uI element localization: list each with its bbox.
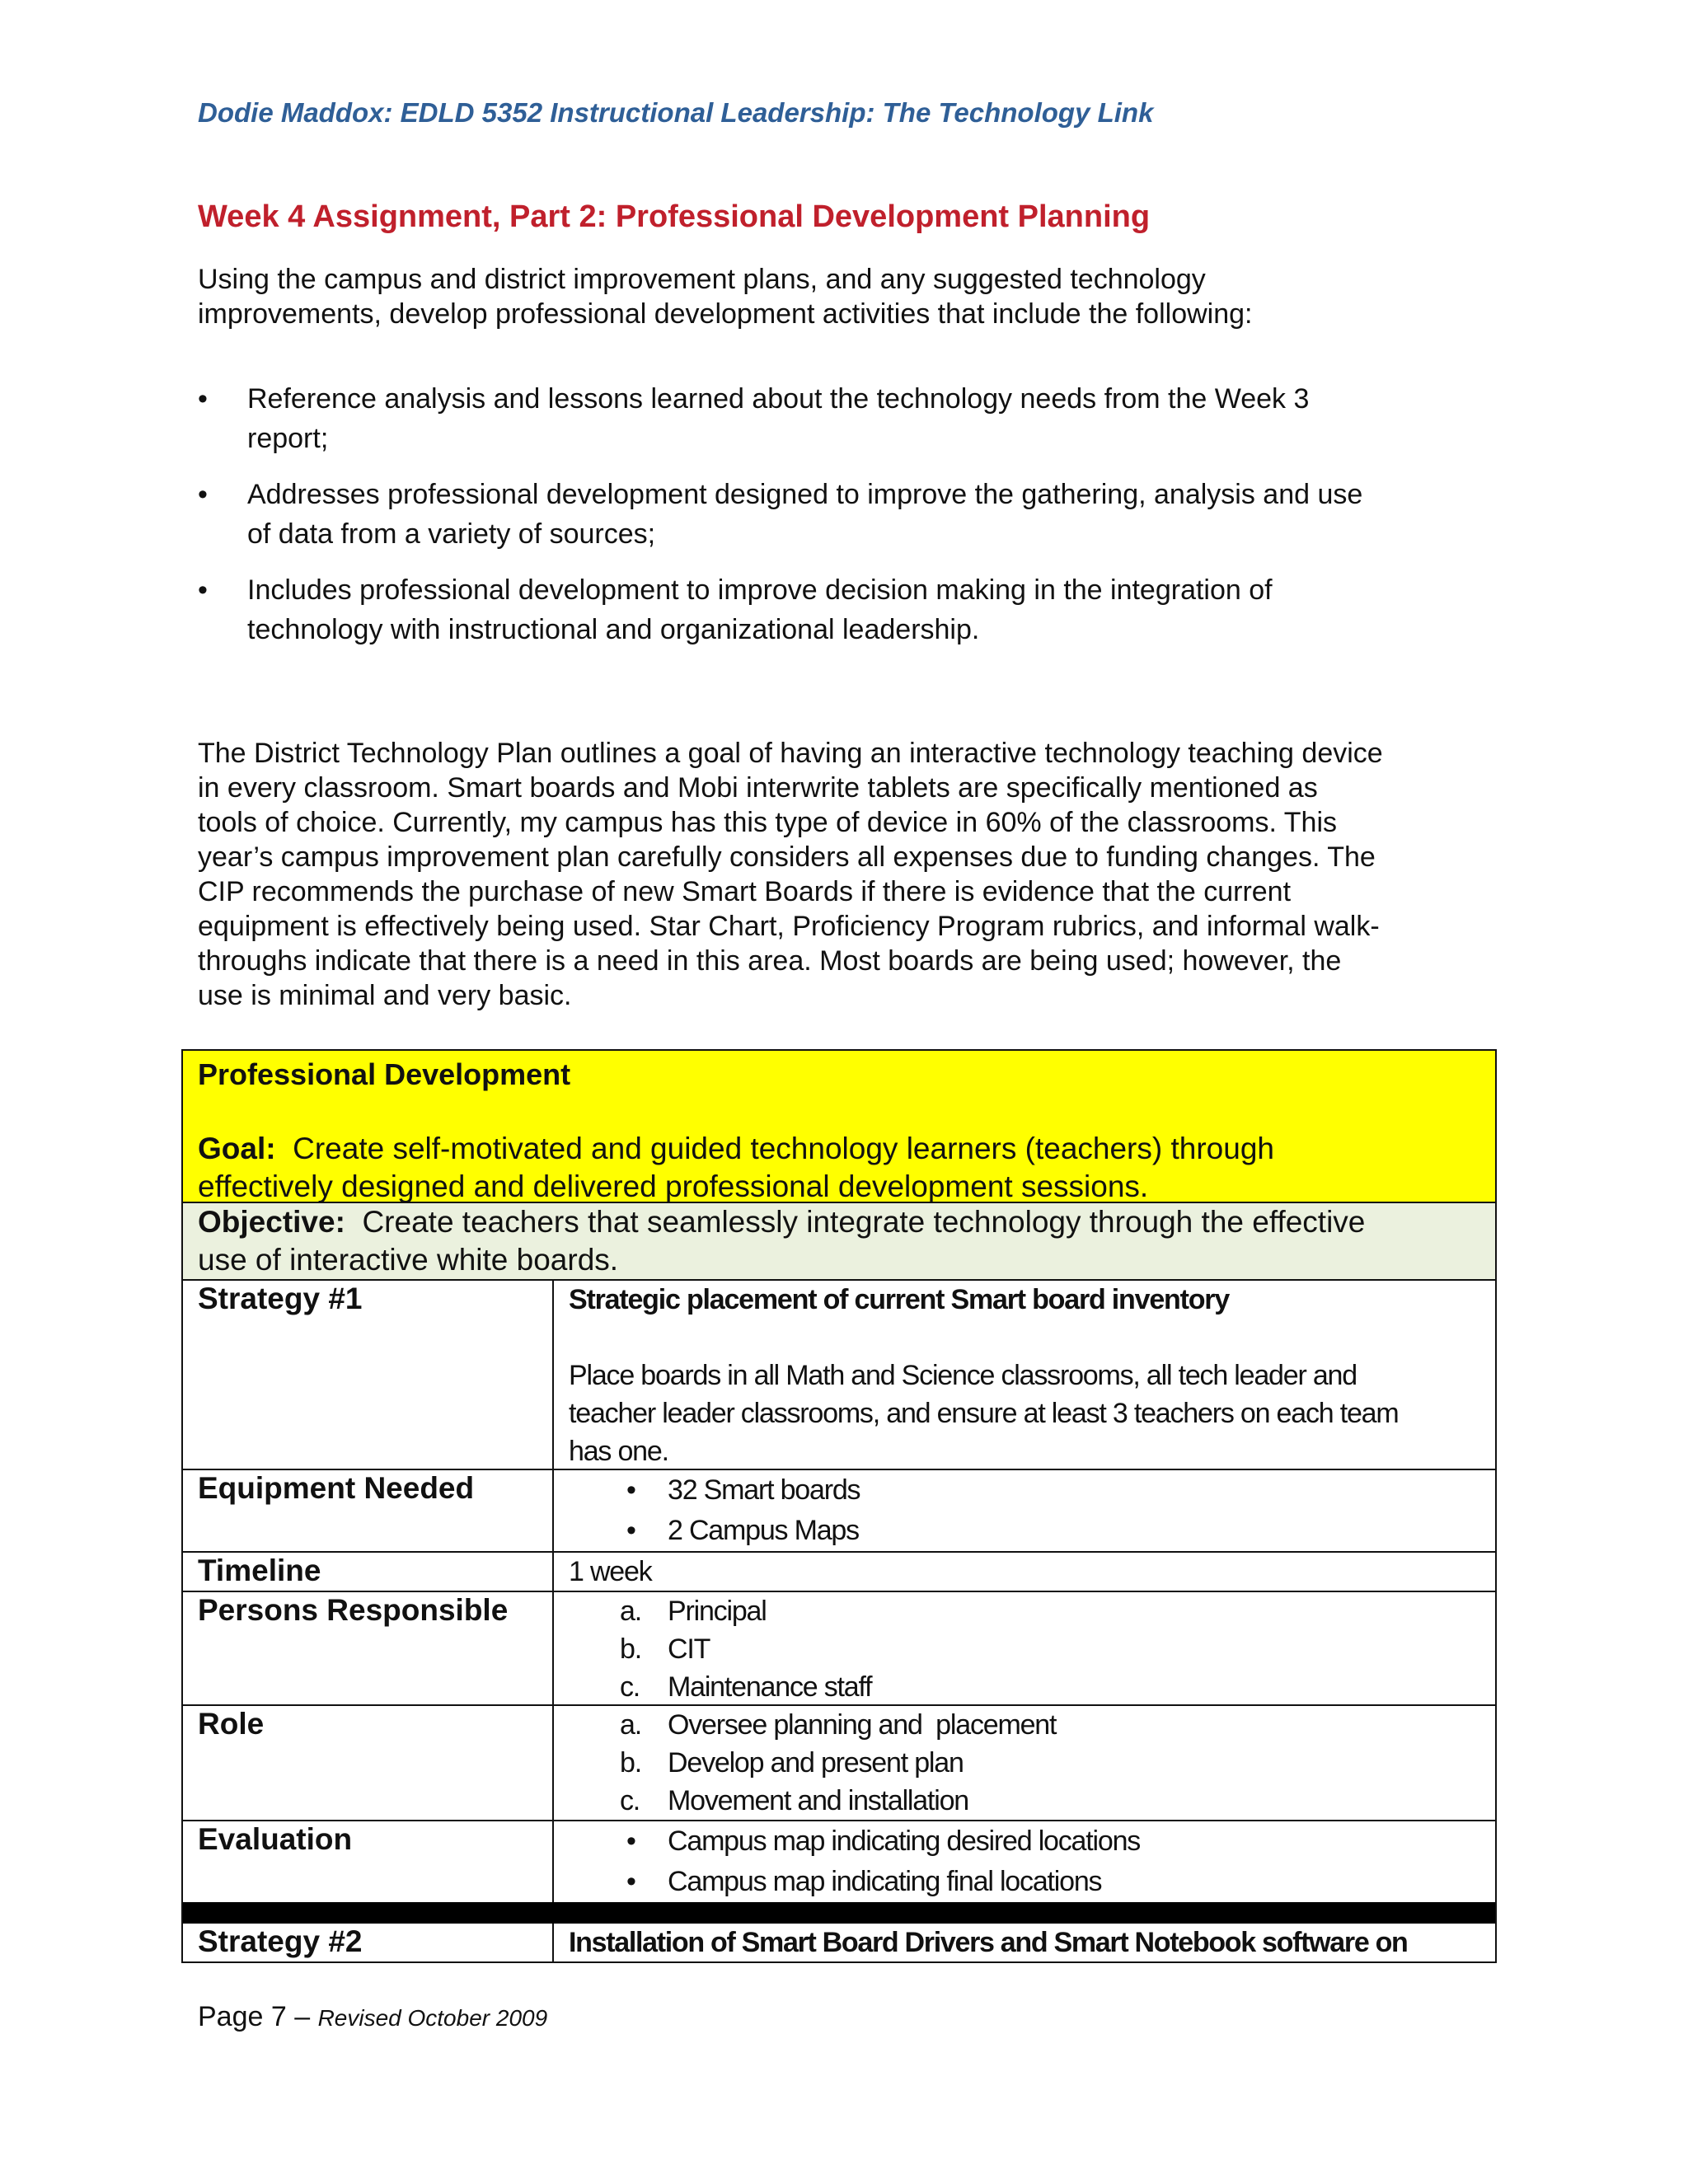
bullet-icon: •	[198, 479, 208, 510]
list-item: • Addresses professional development designed to improve the gathering, analysis and use of data from a variety of sources;	[198, 475, 1517, 554]
assignment-title: Week 4 Assignment, Part 2: Professional Development Planning	[198, 199, 1151, 234]
objective-row	[183, 1202, 1495, 1279]
list-item: a. Oversee planning and placement	[620, 1709, 1057, 1741]
row-label: Strategy #2	[183, 1924, 554, 1961]
list-item: b. CIT	[620, 1633, 710, 1665]
row-label: Evaluation	[183, 1821, 554, 1902]
list-item: • Campus map indicating final locations	[569, 1862, 1480, 1902]
row-label: Timeline	[183, 1553, 554, 1591]
persons-list	[569, 1592, 1480, 1706]
bullet-icon: •	[626, 1825, 635, 1857]
row-label: Equipment Needed	[183, 1470, 554, 1551]
evaluation-list	[569, 1821, 1480, 1902]
row-label: Strategy #1	[183, 1281, 554, 1469]
objective-label: Objective:	[198, 1205, 345, 1239]
table-row-timeline	[183, 1551, 1495, 1591]
table-row-persons	[183, 1591, 1495, 1704]
requirements-list	[198, 379, 1517, 666]
objective-text: Objective: Create teachers that seamlessly integrate technology through the effective use of interactive white boards.	[198, 1205, 1366, 1277]
list-item: a. Principal	[620, 1596, 767, 1627]
intro-line: Using the campus and district improvement plans, and any suggested technology	[198, 264, 1206, 295]
goal-text: Goal: Create self-motivated and guided technology learners (teachers) through effectively designed and delivered professional development sessions.	[198, 1132, 1274, 1203]
list-item: c. Maintenance staff	[620, 1671, 872, 1703]
table-row-equipment	[183, 1469, 1495, 1551]
role-list	[569, 1706, 1480, 1820]
list-item: • Includes professional development to improve decision making in the integration of technology with instructional and organizational leadership.	[198, 570, 1517, 649]
list-item: • 32 Smart boards	[569, 1470, 1480, 1511]
district-plan-paragraph: The District Technology Plan outlines a goal of having an interactive technology teaching device in every classroom. Smart boards and Mobi interwrite tablets are specifically mentioned as tools of choice. Currently, my campus has this type of device in 60% of the classrooms. This year’s campus improvement plan carefully considers all expenses due to funding changes. The CIP recommends the purchase of new Smart Boards if there is evidence that the current equipment is effectively being used. Star Chart, Proficiency Program rubrics, and informal walk- throughs indicate that there is a need in this area. Most boards are being used; however, the use is minimal and very basic.	[198, 738, 1383, 1011]
intro-paragraph	[198, 262, 1517, 331]
equipment-list	[569, 1470, 1480, 1551]
page-number: Page 7 –	[198, 2001, 318, 2032]
table-row-strategy-2	[183, 1924, 1495, 1961]
intro-line: improvements, develop professional development activities that include the following:	[198, 298, 1253, 330]
objective-cell	[183, 1203, 1495, 1279]
goal-label: Goal:	[198, 1132, 276, 1165]
bullet-icon: •	[198, 383, 208, 415]
bullet-icon: •	[626, 1866, 635, 1897]
table-row-evaluation	[183, 1820, 1495, 1902]
professional-development-table	[181, 1049, 1497, 1963]
revision-note: Revised October 2009	[317, 2005, 548, 2031]
table-row-strategy-1	[183, 1279, 1495, 1469]
strategy-2-title: Installation of Smart Board Drivers and Smart Notebook software on	[569, 1927, 1408, 1958]
strategy-1-content: Strategic placement of current Smart board inventory Place boards in all Math and Science classrooms, all tech leader and teacher leader classrooms, and ensure at least 3 teachers on each team has one.	[554, 1281, 1495, 1469]
list-item: • 2 Campus Maps	[569, 1511, 1480, 1551]
bullet-icon: •	[626, 1515, 635, 1546]
row-label: Persons Responsible	[183, 1592, 554, 1704]
goal-row	[183, 1051, 1495, 1202]
bullet-icon: •	[626, 1474, 635, 1506]
table-heading: Professional Development	[198, 1057, 571, 1091]
goal-cell	[183, 1051, 1495, 1202]
bullet-icon: •	[198, 574, 208, 606]
section-divider	[183, 1902, 1495, 1924]
list-item: • Campus map indicating desired locations	[569, 1821, 1480, 1862]
timeline-value: 1 week	[569, 1556, 652, 1587]
list-item: c. Movement and installation	[620, 1785, 969, 1816]
table-row-role	[183, 1704, 1495, 1820]
list-item: • Reference analysis and lessons learned about the technology needs from the Week 3 report;	[198, 379, 1517, 458]
strategy-1-title: Strategic placement of current Smart board inventory	[569, 1284, 1230, 1315]
row-label: Role	[183, 1706, 554, 1820]
running-header: Dodie Maddox: EDLD 5352 Instructional Leadership: The Technology Link	[198, 97, 1154, 128]
list-item: b. Develop and present plan	[620, 1747, 964, 1779]
page-footer	[198, 2001, 547, 2033]
